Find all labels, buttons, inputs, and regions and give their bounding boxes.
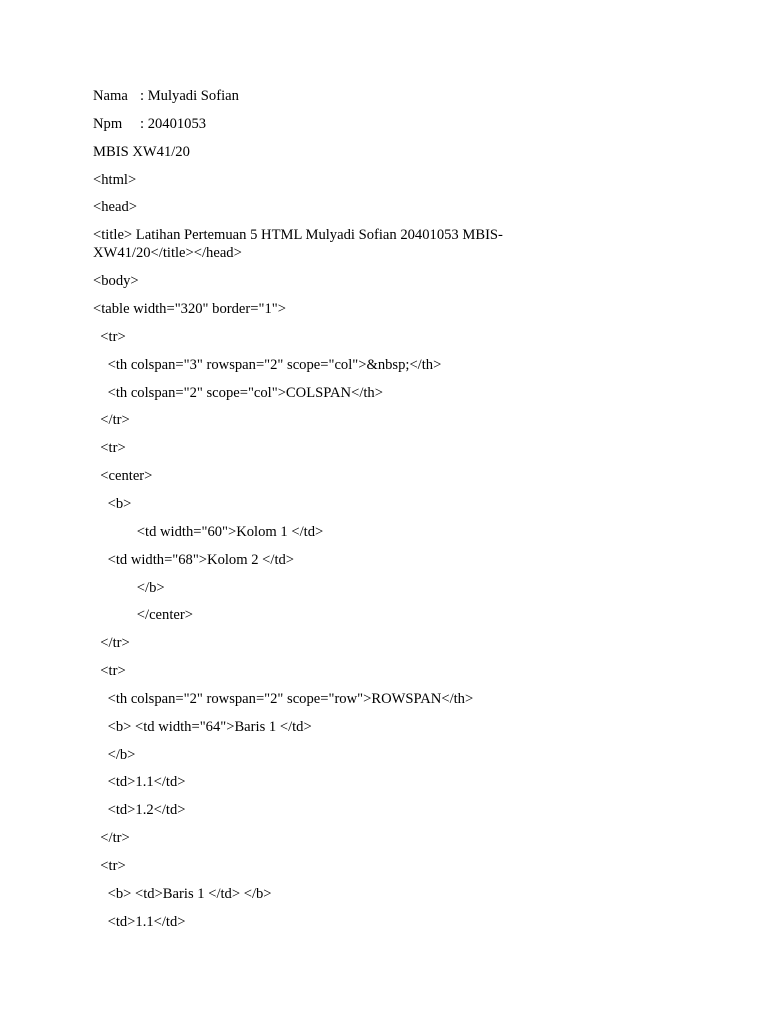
code-line: <center> xyxy=(93,468,153,484)
code-line: </b> xyxy=(93,580,165,596)
code-line: <tr> xyxy=(93,329,126,345)
code-line: <th colspan="2" scope="col">COLSPAN</th> xyxy=(93,385,383,401)
npm-value: : 20401053 xyxy=(140,116,207,132)
code-line: <table width="320" border="1"> xyxy=(93,301,286,317)
code-line: </tr> xyxy=(93,412,130,428)
code-line: <body> xyxy=(93,273,139,289)
code-line: <tr> xyxy=(93,858,126,874)
code-line: <head> xyxy=(93,199,138,215)
code-line: <td width="68">Kolom 2 </td> xyxy=(93,552,295,568)
code-line: <b> xyxy=(93,496,132,512)
npm-label: Npm xyxy=(93,116,123,132)
code-line: </tr> xyxy=(93,830,130,846)
code-line: </center> xyxy=(93,607,193,623)
code-line: <th colspan="3" rowspan="2" scope="col">&nbsp;</th> xyxy=(93,357,442,373)
code-line: </b> xyxy=(93,747,136,763)
code-line: <title> Latihan Pertemuan 5 HTML Mulyadi Sofian 20401053 MBIS-XW41/20</title></head> xyxy=(93,227,503,261)
class-code: MBIS XW41/20 xyxy=(93,144,190,160)
npm-line xyxy=(93,115,206,133)
nama-value: : Mulyadi Sofian xyxy=(140,88,239,104)
code-line: <tr> xyxy=(93,440,126,456)
code-line: <th colspan="2" rowspan="2" scope="row">ROWSPAN</th> xyxy=(93,691,474,707)
nama-label: Nama xyxy=(93,88,128,104)
code-line: <b> <td>Baris 1 </td> </b> xyxy=(93,886,272,902)
code-line: <html> xyxy=(93,172,137,188)
code-line: <td>1.1</td> xyxy=(93,774,186,790)
code-line: <tr> xyxy=(93,663,126,679)
code-line: <td>1.2</td> xyxy=(93,802,186,818)
code-line: </tr> xyxy=(93,635,130,651)
nama-line xyxy=(93,87,239,105)
code-line: <td width="60">Kolom 1 </td> xyxy=(93,524,324,540)
code-line: <td>1.1</td> xyxy=(93,914,186,930)
code-line: <b> <td width="64">Baris 1 </td> xyxy=(93,719,312,735)
